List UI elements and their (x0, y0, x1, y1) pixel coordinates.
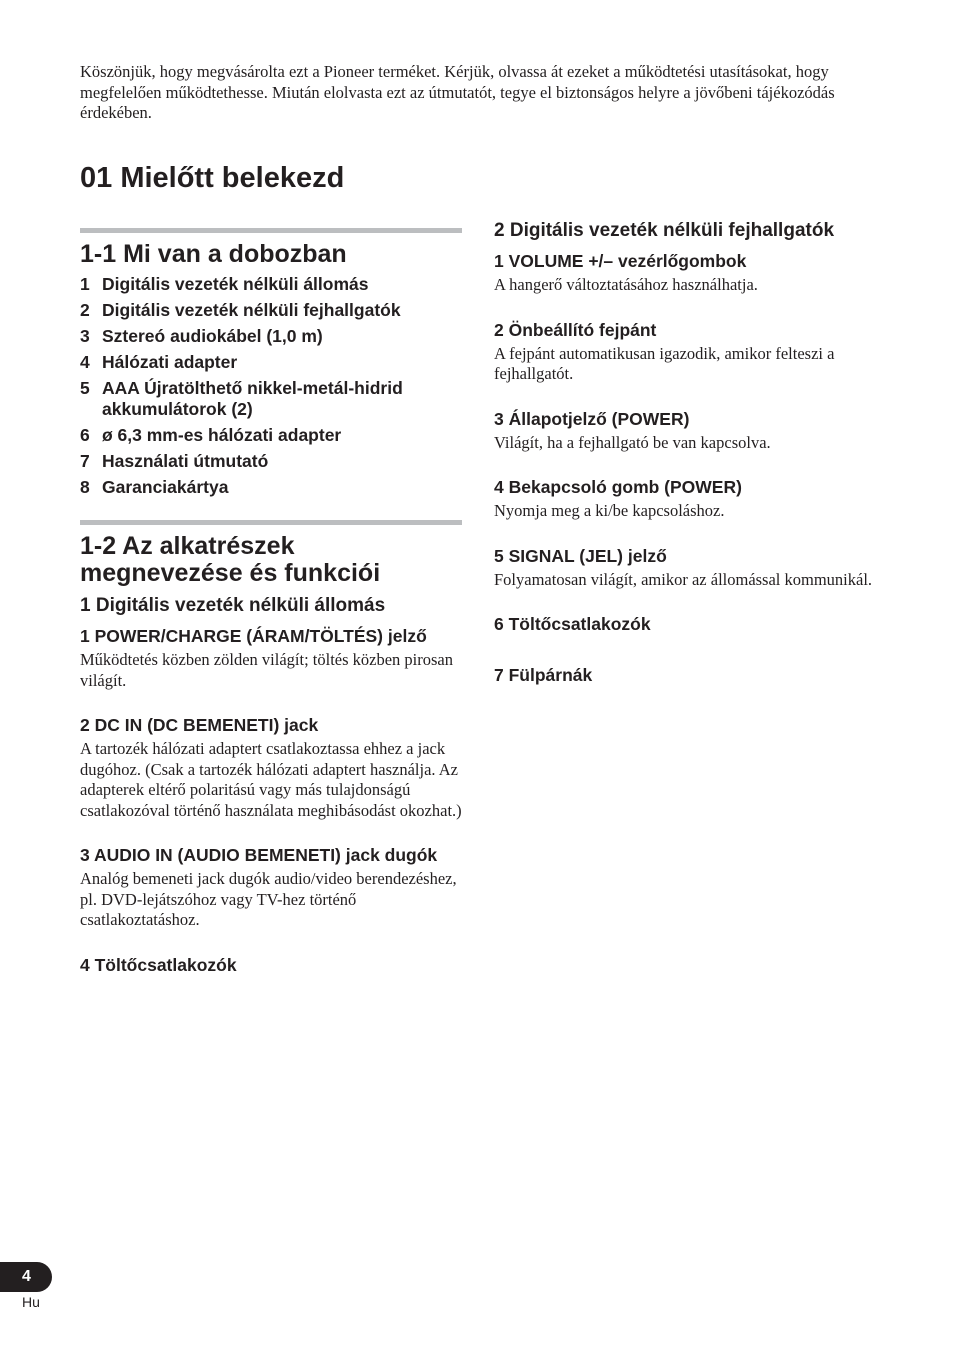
chapter-title: 01 Mielőtt belekezd (80, 162, 345, 194)
section-title-box-contents: 1-1 Mi van a dobozban (80, 240, 347, 268)
part-description (80, 624, 462, 691)
part-description (494, 318, 879, 385)
language-code: Hu (22, 1294, 40, 1310)
list-item: 8 Garanciakártya (80, 476, 229, 497)
part-description (80, 713, 462, 821)
list-item: 5 AAA Újratölthető nikkel-metál-hidrid akkumulátorok (2) (80, 378, 403, 419)
part-body: Világít, ha a fejhallgató be van kapcsolva. (494, 432, 771, 452)
part-heading: 5 SIGNAL (JEL) jelző (494, 545, 667, 566)
part-body: Működtetés közben zölden világít; töltés közben pirosan világít. (80, 650, 453, 690)
part-heading: 1 VOLUME +/– vezérlőgombok (494, 251, 747, 271)
page-number-tab: 4 (0, 1262, 52, 1292)
section-divider (80, 520, 462, 525)
subsection-title-headphones: 2 Digitális vezeték nélküli fejhallgatók (494, 220, 835, 241)
list-item: 1 Digitális vezeték nélküli állomás (80, 274, 369, 294)
part-body: A fejpánt automatikusan igazodik, amikor felteszi a fejhallgatót. (494, 343, 835, 383)
part-description (494, 612, 879, 637)
list-item: 3 Sztereó audiokábel (1,0 m) (80, 326, 323, 346)
left-column (80, 228, 462, 1000)
part-body: Analóg bemeneti jack dugók audio/video berendezéshez, pl. DVD-lejátszóhoz vagy TV-hez történő csatlakoztatáshoz. (80, 869, 457, 929)
part-description (494, 663, 879, 688)
section-title-parts: 1-2 Az alkatrészek megnevezése és funkciói (80, 532, 381, 587)
box-contents-list (80, 274, 462, 497)
right-column (494, 218, 879, 710)
part-body: A hangerő változtatásához használhatja. (494, 275, 758, 294)
part-body: Nyomja meg a ki/be kapcsoláshoz. (494, 501, 725, 520)
part-heading: 4 Bekapcsoló gomb (POWER) (494, 477, 742, 497)
part-heading: 1 POWER/CHARGE (ÁRAM/TÖLTÉS) jelző (80, 626, 427, 646)
part-body: A tartozék hálózati adaptert csatlakoztassa ehhez a jack dugóhoz. (Csak a tartozék hálózati adaptert használja. Az adapterek eltérő polaritású vagy más tulajdonságú csatlakozóval történő használata meghibásodást okozhat.) (80, 739, 462, 820)
part-heading: 6 Töltőcsatlakozók (494, 614, 651, 634)
part-description (80, 843, 462, 931)
section-divider (80, 228, 462, 233)
part-heading: 7 Fülpárnák (494, 665, 593, 685)
part-body: Folyamatosan világít, amikor az állomással kommunikál. (494, 569, 873, 589)
subsection-title-station: 1 Digitális vezeték nélküli állomás (80, 595, 386, 616)
list-item: 2 Digitális vezeték nélküli fejhallgatók (80, 300, 401, 320)
part-heading: 2 Önbeállító fejpánt (494, 319, 657, 340)
part-description (80, 953, 462, 978)
part-heading: 4 Töltőcsatlakozók (80, 954, 237, 975)
part-heading: 2 DC IN (DC BEMENETI) jack (80, 715, 319, 735)
part-description (494, 407, 879, 454)
part-heading: 3 AUDIO IN (AUDIO BEMENETI) jack dugók (80, 845, 438, 865)
part-heading: 3 Állapotjelző (POWER) (494, 408, 690, 429)
list-item: 6 ø 6,3 mm-es hálózati adapter (80, 424, 342, 445)
part-description (494, 475, 879, 522)
intro-paragraph: Köszönjük, hogy megvásárolta ezt a Pioneer terméket. Kérjük, olvassa át ezeket a működtetési utasításokat, hogy megfelelően működtethesse. Miután elolvasta ezt az útmutatót, tegye el biztonságos helyre a jövőbeni tájékozódás érdekében. (80, 62, 835, 122)
part-description (494, 544, 879, 591)
part-description (494, 249, 879, 296)
list-item: 7 Használati útmutató (80, 450, 269, 471)
list-item: 4 Hálózati adapter (80, 352, 238, 372)
